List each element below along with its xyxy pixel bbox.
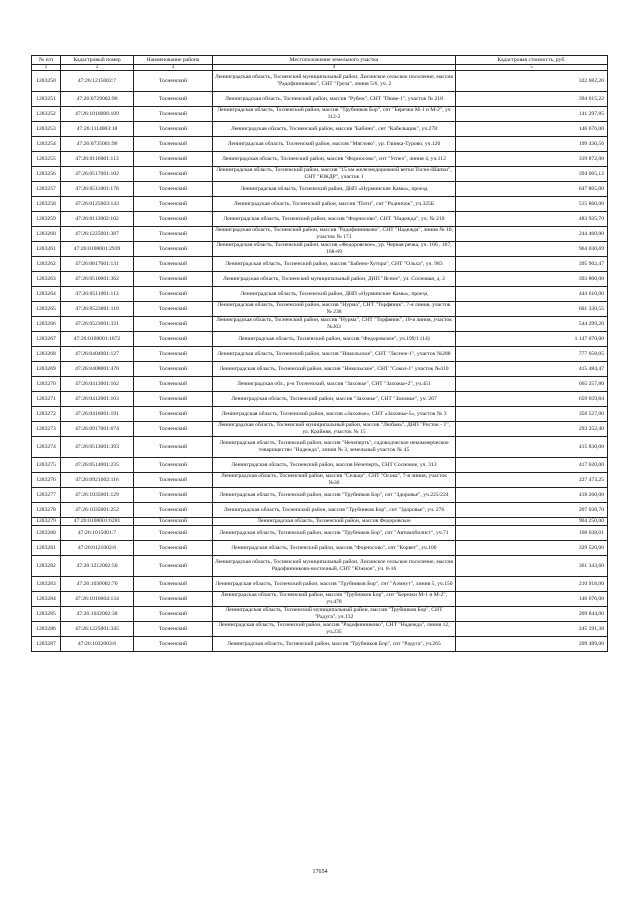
district-name-cell: Тосненский	[134, 242, 213, 257]
row-number-cell: 1283283	[32, 577, 61, 592]
location-cell: Ленинградская область, Тосненский район, массив "Захожье", СНТ "Захожье", уч. 267	[213, 392, 456, 407]
district-name-cell: Тосненский	[134, 422, 213, 437]
row-number-cell: 1283264	[32, 287, 61, 302]
cadastral-value-cell: 199 430,56	[456, 137, 608, 152]
location-cell: Ленинградская область, Тосненский район, массив "Нурма", СНТ "Торфяник", 10-я линия, участок №363	[213, 317, 456, 332]
cadastral-number-cell: 47:26:0729002:96	[61, 92, 134, 107]
row-number-cell: 1283281	[32, 541, 61, 556]
cadastral-value-cell: 544 299,20	[456, 317, 608, 332]
district-name-cell: Тосненский	[134, 197, 213, 212]
row-number-cell: 1283284	[32, 592, 61, 607]
district-name-cell: Тосненский	[134, 122, 213, 137]
row-number-cell: 1283273	[32, 422, 61, 437]
table-row	[32, 541, 608, 556]
cadastral-number-cell: 47:26:1032003:6	[61, 637, 134, 652]
row-number-cell: 1283286	[32, 622, 61, 637]
district-name-cell: Тосненский	[134, 392, 213, 407]
row-number-cell: 1283268	[32, 347, 61, 362]
district-name-cell: Тосненский	[134, 473, 213, 488]
cadastral-number-cell: 47:26:0921002:116	[61, 473, 134, 488]
row-number-cell: 1283263	[32, 272, 61, 287]
cadastral-value-cell: 1 147 670,00	[456, 332, 608, 347]
page-number: 17654	[312, 869, 328, 875]
location-cell: Ленинградская область, Тосненский район, массив "Радофинниково", СНТ "Надежда", линия 12, уч.235	[213, 622, 456, 637]
row-number-cell: 1283259	[32, 212, 61, 227]
row-number-cell: 1283267	[32, 332, 61, 347]
row-number-cell: 1283274	[32, 437, 61, 458]
location-cell: Ленинградская область, Тосненский район, массив "15 км железнодорожной ветки Тосно-Шапки", СНТ "ЮКДР", участок 1	[213, 167, 456, 182]
district-name-cell: Тосненский	[134, 437, 213, 458]
row-number-cell: 1283265	[32, 302, 61, 317]
row-number-cell: 1283282	[32, 556, 61, 577]
location-cell: Ленинградская область, Тосненский район, массив «Захожье», СНТ «Захожье-5», участок № 3	[213, 407, 456, 422]
row-number-cell: 1283285	[32, 607, 61, 622]
table-row	[32, 518, 608, 526]
cadastral-number-cell: 47:26:0511001:178	[61, 182, 134, 197]
cadastral-number-cell: 47:26:0517001:102	[61, 167, 134, 182]
district-name-cell: Тосненский	[134, 556, 213, 577]
district-name-cell: Тосненский	[134, 287, 213, 302]
district-name-cell: Тосненский	[134, 592, 213, 607]
cadastral-number-cell: 47:26:1016004:134	[61, 592, 134, 607]
table-row	[32, 622, 608, 637]
cadastral-value-cell: 141 297,85	[456, 107, 608, 122]
district-name-cell: Тосненский	[134, 107, 213, 122]
cadastral-value-cell: 358 527,00	[456, 407, 608, 422]
cadastral-value-cell: 395 962,47	[456, 257, 608, 272]
location-cell: Ленинградская область, Тосненский район, массив "Трубников Бор", снт "Автомобилист", уч.71	[213, 526, 456, 541]
column-number: 3	[134, 65, 213, 71]
location-cell: Ленинградская область, Тосненский муниципальный район, массив "Трубников Бор", СНТ "Радуга", уч.132	[213, 607, 456, 622]
district-name-cell: Тосненский	[134, 212, 213, 227]
header-row-number: № п/п	[32, 56, 61, 65]
location-cell: Ленинградская область, Тосненский район, массив "Трубников Бор", снт "Радуга", уч.265	[213, 637, 456, 652]
district-name-cell: Тосненский	[134, 622, 213, 637]
cadastral-number-cell: 47:26:1032002:38	[61, 607, 134, 622]
table-row	[32, 407, 608, 422]
cadastral-value-cell: 361 343,60	[456, 556, 608, 577]
cadastral-number-cell: 47:26:0108001:6281	[61, 518, 134, 526]
district-name-cell: Тосненский	[134, 152, 213, 167]
location-cell: Ленинградская область, Тосненский муниципальный район, ДНП "Ясное", ул. Сосновая, д. 2	[213, 272, 456, 287]
table-row	[32, 197, 608, 212]
district-name-cell: Тосненский	[134, 526, 213, 541]
cadastral-value-cell: 393 800,00	[456, 272, 608, 287]
cadastral-number-cell: 47:26:0523001:110	[61, 302, 134, 317]
table-row	[32, 137, 608, 152]
location-cell: Ленинградская область, Тосненский район, массив «Федоровское», ур. Черная речка, уч. 166 , 167, 168-69	[213, 242, 456, 257]
cadastral-number-cell: 47:26:0113002:102	[61, 212, 134, 227]
district-name-cell: Тосненский	[134, 541, 213, 556]
district-name-cell: Тосненский	[134, 182, 213, 197]
district-name-cell: Тосненский	[134, 362, 213, 377]
table-row	[32, 302, 608, 317]
cadastral-value-cell: 209 489,00	[456, 637, 608, 652]
district-name-cell: Тосненский	[134, 377, 213, 392]
cadastral-number-cell: 47:26:1225001:345	[61, 622, 134, 637]
row-number-cell: 1283258	[32, 197, 61, 212]
table-row	[32, 332, 608, 347]
table-row	[32, 317, 608, 332]
cadastral-value-cell: 244 460,00	[456, 227, 608, 242]
district-name-cell: Тосненский	[134, 302, 213, 317]
district-name-cell: Тосненский	[134, 167, 213, 182]
cadastral-value-cell: 293 252,40	[456, 422, 608, 437]
location-cell: Ленинградская область, Тосненский район, массив "Трубников Бор", снт "Березки М-1 и М-2", уч.478	[213, 592, 456, 607]
table-row	[32, 556, 608, 577]
cadastral-number-cell: 47:26:0817001:131	[61, 257, 134, 272]
row-number-cell: 1283277	[32, 488, 61, 503]
district-name-cell: Тосненский	[134, 332, 213, 347]
table-row	[32, 637, 608, 652]
location-cell: Ленинградская область, Тосненский район, массив "Никольское", СНТ "Лесное-1", участок №288	[213, 347, 456, 362]
location-cell: Ленинградская область, Тосненский район, массив "Никольское", СНТ "Сокол-1" участок №410	[213, 362, 456, 377]
table-row	[32, 392, 608, 407]
table-body	[32, 71, 608, 652]
row-number-cell: 1283271	[32, 392, 61, 407]
cadastral-value-cell: 146 676,00	[456, 592, 608, 607]
row-number-cell: 1283279	[32, 518, 61, 526]
table-row	[32, 458, 608, 473]
table-row	[32, 107, 608, 122]
cadastral-number-cell: 47:26:0108001:2939	[61, 242, 134, 257]
table-header	[32, 56, 608, 71]
location-cell: Ленинградская область, Тосненский район, массив "Федоровское", уч.199/1 (14)	[213, 332, 456, 347]
row-number-cell: 1283251	[32, 92, 61, 107]
cadastral-value-cell: 647 865,00	[456, 182, 608, 197]
row-number-cell: 1283266	[32, 317, 61, 332]
header-cadastral-number: Кадастровый номер	[61, 56, 134, 65]
row-number-cell: 1283261	[32, 242, 61, 257]
cadastral-number-cell: 47:26:1215002:7	[61, 71, 134, 92]
location-cell: Ленинградская область, Тосненский район, ДНП «Нурминские Камы», проезд	[213, 182, 456, 197]
cadastral-number-cell: 47:26:1035001:252	[61, 503, 134, 518]
cadastral-value-cell: 659 659,84	[456, 392, 608, 407]
table-row	[32, 422, 608, 437]
location-cell: Ленинградская область, Тосненский район, массив Нечеперть, СНТ Сосновое, уч. 313	[213, 458, 456, 473]
header-location: Местоположение земельного участка	[213, 56, 456, 65]
cadastral-value-cell: 207 038,70	[456, 503, 608, 518]
district-name-cell: Тосненский	[134, 407, 213, 422]
row-number-cell: 1283272	[32, 407, 61, 422]
table-row	[32, 182, 608, 197]
table-row	[32, 71, 608, 92]
cadastral-value-cell: 394 615,22	[456, 92, 608, 107]
cadastral-value-cell: 665 257,80	[456, 377, 608, 392]
cadastral-value-cell: 417 620,00	[456, 458, 608, 473]
district-name-cell: Тосненский	[134, 137, 213, 152]
cadastral-number-cell: 47:26:1015001:7	[61, 526, 134, 541]
cadastral-value-cell: 415 484,47	[456, 362, 608, 377]
district-name-cell: Тосненский	[134, 92, 213, 107]
cadastral-number-cell: 47:26:0917001:674	[61, 422, 134, 437]
district-name-cell: Тосненский	[134, 488, 213, 503]
cadastral-value-cell: 904 250,00	[456, 518, 608, 526]
district-name-cell: Тосненский	[134, 577, 213, 592]
table-row	[32, 347, 608, 362]
cadastral-number-cell: 47:26:0413001:162	[61, 377, 134, 392]
cadastral-number-cell: 47:26:0125003:143	[61, 197, 134, 212]
row-number-cell: 1283287	[32, 637, 61, 652]
cadastral-number-cell: 47:26:0404001:127	[61, 347, 134, 362]
table-row	[32, 242, 608, 257]
table-row	[32, 607, 608, 622]
cadastral-number-cell: 47:26:0408001:470	[61, 362, 134, 377]
location-cell: Ленинградская область, Тосненский район, массив "Трубников Бор", снт "Аэмнут", линия 5, уч.150	[213, 577, 456, 592]
table-row	[32, 592, 608, 607]
district-name-cell: Тосненский	[134, 71, 213, 92]
cadastral-value-cell: 210 918,00	[456, 577, 608, 592]
cadastral-value-cell: 964 030,69	[456, 242, 608, 257]
table-row	[32, 152, 608, 167]
cadastral-value-cell: 209 844,00	[456, 607, 608, 622]
table-row	[32, 377, 608, 392]
district-name-cell: Тосненский	[134, 607, 213, 622]
location-cell: Ленинградская область, Тосненский район, массив "Мяглово", ур. Глинка-Турово, уч.120	[213, 137, 456, 152]
district-name-cell: Тосненский	[134, 503, 213, 518]
row-number-cell: 1283250	[32, 71, 61, 92]
table-row	[32, 122, 608, 137]
location-cell: Ленинградская область, Тосненский муниципальный район, Лисинское сельское поселение, массив Радофинниково-восточный, СНТ "Южное", уч. 8-16	[213, 556, 456, 577]
table-row	[32, 167, 608, 182]
location-cell: Ленинградская область, Тосненский муниципальный район, массив "Любань", ДНП "Росток - 1", ул. Крайняя, участок № 15	[213, 422, 456, 437]
table-row	[32, 257, 608, 272]
cadastral-number-cell: 47:26:1035001:129	[61, 488, 134, 503]
location-cell: Ленинградская область, Тосненский район, массив "Трубников Бор", снт "Березки М-1 и М-2", уч 112-2	[213, 107, 456, 122]
location-cell: Ленинградская область, Тосненский район, массив "Трубников Бор", снт "Здоровье", уч. 276	[213, 503, 456, 518]
cadastral-value-cell: 515 860,00	[456, 197, 608, 212]
district-name-cell: Тосненский	[134, 347, 213, 362]
row-number-cell: 1283257	[32, 182, 61, 197]
column-number: 1	[32, 65, 61, 71]
cadastral-value-cell: 168 038,01	[456, 526, 608, 541]
row-number-cell: 1283255	[32, 152, 61, 167]
cadastral-value-cell: 394 065,12	[456, 167, 608, 182]
cadastral-value-cell: 483 935,70	[456, 212, 608, 227]
cadastral-value-cell: 777 658,05	[456, 347, 608, 362]
location-cell: Ленинградская область, Тосненский район, массив Федоровское	[213, 518, 456, 526]
row-number-cell: 1283278	[32, 503, 61, 518]
table-row	[32, 287, 608, 302]
row-number-cell: 1283280	[32, 526, 61, 541]
district-name-cell: Тосненский	[134, 257, 213, 272]
row-number-cell: 1283253	[32, 122, 61, 137]
cadastral-number-cell: 47:26:0523001:331	[61, 317, 134, 332]
cadastral-value-cell: 245 191,38	[456, 622, 608, 637]
table-row	[32, 503, 608, 518]
cadastral-number-cell: 47:26:1212002:50	[61, 556, 134, 577]
location-cell: Ленинградская обл., р-н Тосненский, массив "Захожье", СНТ "Захожье-2", уч.451	[213, 377, 456, 392]
cadastral-value-cell: 319 872,00	[456, 152, 608, 167]
location-cell: Ленинградская область, Тосненский район, массив "Бабино-Хутора", СНТ "Ольха", уч. 983	[213, 257, 456, 272]
cadastral-value-cell: 146 676,00	[456, 122, 608, 137]
table-row	[32, 272, 608, 287]
cadastral-value-cell: 329 520,00	[456, 541, 608, 556]
location-cell: Ленинградская область, Тосненский муниципальный район, Лисинское сельское поселение, массив "Радофинниково", СНТ "Греза", линия 5/6, уч. 2	[213, 71, 456, 92]
cadastral-table-sheet	[31, 55, 607, 652]
row-number-cell: 1283262	[32, 257, 61, 272]
row-number-cell: 1283270	[32, 377, 61, 392]
cadastral-number-cell: 47:26:0116001:113	[61, 152, 134, 167]
column-number: 4	[213, 65, 456, 71]
column-number: 5	[456, 65, 608, 71]
cadastral-value-table	[31, 55, 608, 652]
location-cell: Ленинградская область, Тосненский район, массив "Форносово", СНТ "Надежда", уч. № 218	[213, 212, 456, 227]
table-row	[32, 473, 608, 488]
row-number-cell: 1283276	[32, 473, 61, 488]
cadastral-value-cell: 444 610,00	[456, 287, 608, 302]
table-row	[32, 92, 608, 107]
district-name-cell: Тосненский	[134, 458, 213, 473]
row-number-cell: 1283275	[32, 458, 61, 473]
location-cell: Ленинградская область, Тосненский район, массив "Радофинниково", СНТ "Надежда", линия № 10, участок № 171	[213, 227, 456, 242]
cadastral-number-cell: 47:26:1114003:18	[61, 122, 134, 137]
table-row	[32, 227, 608, 242]
cadastral-number-cell: 47:26:0510001:362	[61, 272, 134, 287]
cadastral-number-cell: 47:26:0108001:1872	[61, 332, 134, 347]
location-cell: Ленинградская область, Тосненский район, массив "Бабино", снт "Кабельщик", уч.278	[213, 122, 456, 137]
row-number-cell: 1283260	[32, 227, 61, 242]
table-row	[32, 526, 608, 541]
cadastral-number-cell: 47:26:0412001:103	[61, 392, 134, 407]
header-district-name: Наименование района	[134, 56, 213, 65]
row-number-cell: 1283254	[32, 137, 61, 152]
cadastral-number-cell: 47:26:1016006:109	[61, 107, 134, 122]
location-cell: Ленинградская область, Тосненский район, массив "Форносово", снт "Корвет", уч.100	[213, 541, 456, 556]
table-row	[32, 437, 608, 458]
cadastral-number-cell: 47:26:0513001:393	[61, 437, 134, 458]
cadastral-number-cell: 47:26:0121002:6	[61, 541, 134, 556]
district-name-cell: Тосненский	[134, 317, 213, 332]
row-number-cell: 1283256	[32, 167, 61, 182]
table-row	[32, 488, 608, 503]
cadastral-number-cell: 47:26:0735001:96	[61, 137, 134, 152]
cadastral-number-cell: 47:26:1225001:387	[61, 227, 134, 242]
cadastral-number-cell: 47:26:1030002:70	[61, 577, 134, 592]
district-name-cell: Тосненский	[134, 637, 213, 652]
location-cell: Ленинградская область, Тосненский район, массив "Трубников Бор", снт "Здоровье", уч.225/224	[213, 488, 456, 503]
cadastral-value-cell: 601 330,55	[456, 302, 608, 317]
table-row	[32, 577, 608, 592]
table-row	[32, 362, 608, 377]
location-cell: Ленинградская область, Тосненский район, ДНП «Нурминские Камы», проезд	[213, 287, 456, 302]
cadastral-value-cell: 322 682,20	[456, 71, 608, 92]
district-name-cell: Тосненский	[134, 227, 213, 242]
location-cell: Ленинградская область, Тосненский район, массив "Нурма", СНТ "Торфяник", 7-я линия, участок № 238	[213, 302, 456, 317]
district-name-cell: Тосненский	[134, 272, 213, 287]
cadastral-number-cell: 47:26:0416001:191	[61, 407, 134, 422]
table-row	[32, 212, 608, 227]
header-cadastral-value: Кадастровая стоимость, руб.	[456, 56, 608, 65]
district-name-cell: Тосненский	[134, 518, 213, 526]
cadastral-number-cell: 47:26:0514001:235	[61, 458, 134, 473]
column-number: 2	[61, 65, 134, 71]
location-cell: Ленинградская область, Тосненский район, массив "Сельцо", СНТ "Осока", 7-я линия, участок №30	[213, 473, 456, 488]
row-number-cell: 1283269	[32, 362, 61, 377]
location-cell: Ленинградская область, Тосненский район, массив "Форносово", снт "Успех", линия 4, уч.112	[213, 152, 456, 167]
cadastral-number-cell: 47:26:0511001:113	[61, 287, 134, 302]
row-number-cell: 1283252	[32, 107, 61, 122]
location-cell: Ленинградская область, Тосненский район, массив "Поги", снт "Родничок", уч.325Б	[213, 197, 456, 212]
cadastral-value-cell: 227 473,25	[456, 473, 608, 488]
cadastral-value-cell: 418 260,00	[456, 488, 608, 503]
location-cell: Ленинградская область, Тосненский район, массив "Нечеперть", садоводческое некоммерческое товарищество "Надежда", линия № 3, земельный участок № 45	[213, 437, 456, 458]
cadastral-value-cell: 415 830,00	[456, 437, 608, 458]
location-cell: Ленинградская область, Тосненский район, массив "Рубеж", СНТ "Пюве-1", участок № 218	[213, 92, 456, 107]
